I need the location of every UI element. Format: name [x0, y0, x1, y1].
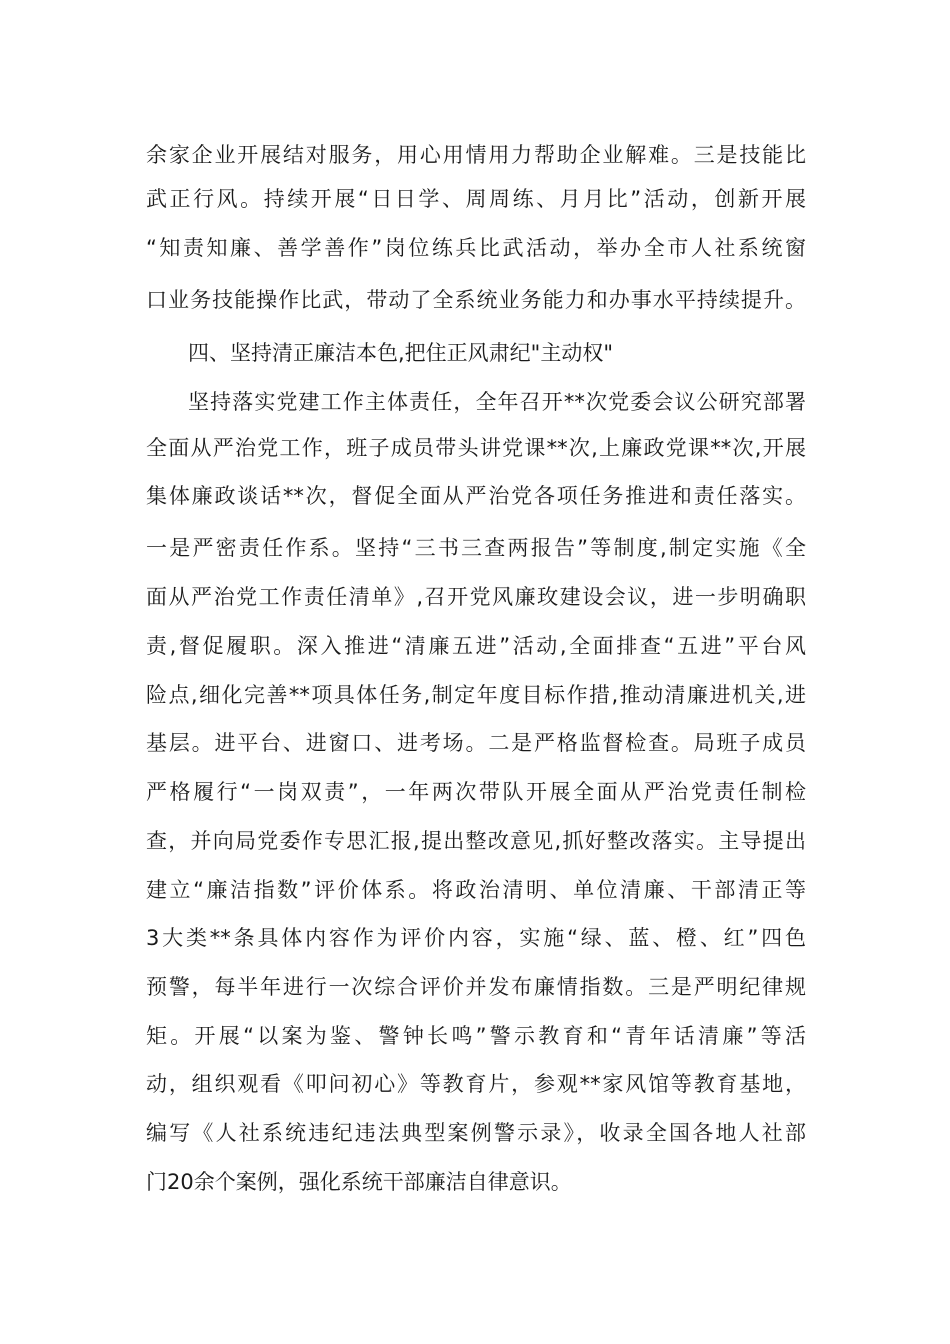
text-line: 武正行风。持续开展“日日学、周周练、月月比”活动，创新开展	[146, 187, 806, 211]
text-line: 3大类**条具体内容作为评价内容，实施“绿、蓝、橙、红”四色	[146, 926, 806, 950]
text-line: 建立“廉洁指数”评价体系。将政治清明、单位清廉、干部清正等	[146, 878, 806, 902]
text-line: 查，并向局党委作专思汇报,提出整改意见,抓好整改落实。主导提出	[146, 829, 806, 853]
text-line: 基层。进平台、进窗口、进考场。二是严格监督检查。局班子成员	[146, 731, 806, 755]
text-line: 预警，每半年进行一次综合评价并发布廉情指数。三是严明纪律规	[146, 975, 806, 999]
text-line: 面从严治党工作责任清单》,召开党风廉玫建设会议，进一步明确职	[146, 585, 806, 609]
text-line: 责,督促履职。深入推进“清廉五进”活动,全面排查“五进”平台风	[146, 634, 806, 658]
text-line: 编写《人社系统违纪违法典型案例警示录》，收录全国各地人社部	[146, 1121, 806, 1145]
text-line: 全面从严治党工作，班子成员带头讲党课**次,上廉政党课**次,开展	[146, 436, 806, 460]
text-line: 门20余个案例，强化系统干部廉洁自律意识。	[146, 1170, 572, 1194]
text-line: 余家企业开展结对服务，用心用情用力帮助企业解难。三是技能比	[146, 143, 806, 167]
text-line: 矩。开展“以案为鉴、警钟长鸣”警示教育和“青年话清廉”等活	[146, 1024, 806, 1048]
text-line: 严格履行“一岗双责”，一年两次带队开展全面从严治党责任制检	[146, 780, 806, 804]
section-heading: 四、坚持清正廉洁本色,把住正风肃纪"主动权"	[188, 341, 613, 365]
text-line: 险点,细化完善**项具体任务,制定年度目标作措,推动清廉进机关,进	[146, 683, 806, 707]
text-line: 集体廉政谈话**次，督促全面从严治党各项任务推进和责任落实。	[146, 484, 806, 508]
text-line: 一是严密责任作系。坚持“三书三查两报告”等制度,制定实施《全	[146, 536, 806, 560]
text-line: 动，组织观看《叩问初心》等教育片，参观**家风馆等教育基地，	[146, 1072, 806, 1096]
text-line: 坚持落实党建工作主体责任，全年召开**次党委会议公研究部署	[188, 390, 806, 414]
text-line: 口业务技能操作比武，带动了全系统业务能力和办事水平持续提升。	[146, 288, 806, 312]
text-line: “知责知廉、善学善作”岗位练兵比武活动，举办全市人社系统窗	[146, 236, 806, 260]
